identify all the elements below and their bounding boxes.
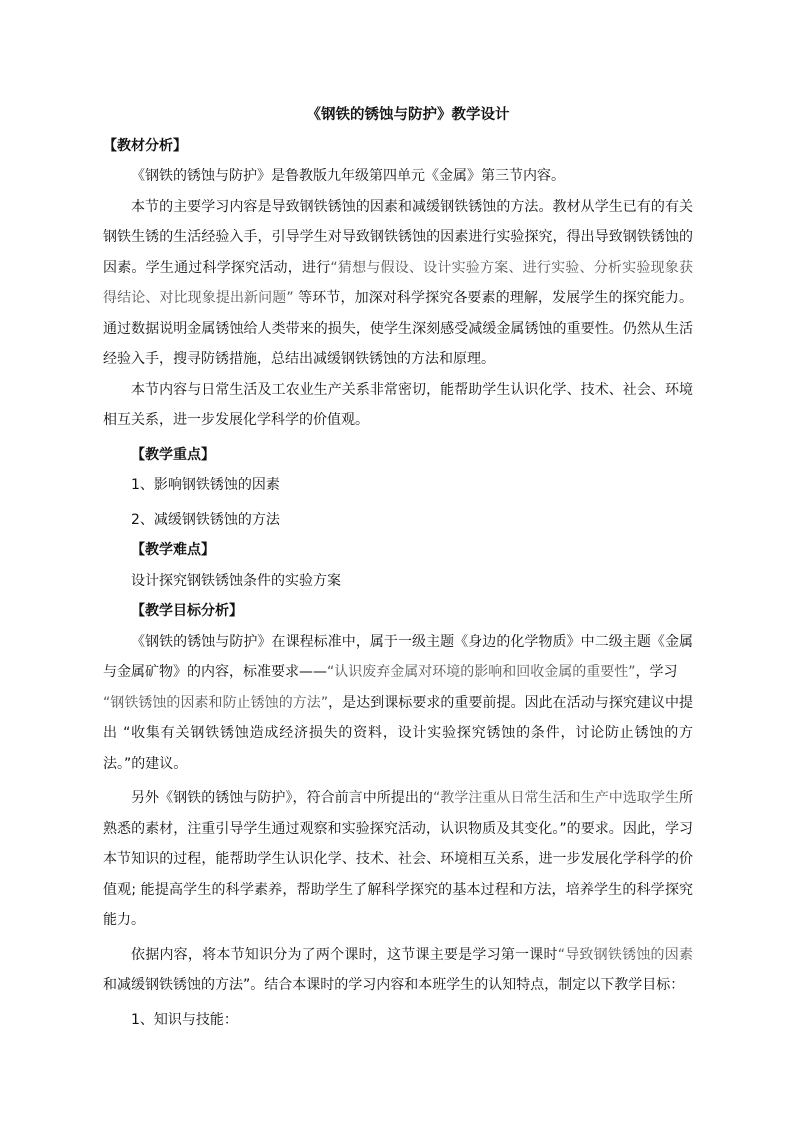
key-point-2: 2、减缓钢铁锈蚀的方法 — [131, 511, 280, 528]
section-heading-goal: 【教学目标分析】 — [131, 603, 243, 619]
paragraph-intro: 《钢铁的锈蚀与防护》是鲁教版九年级第四单元《金属》第三节内容。 — [131, 168, 565, 184]
quote-text: “猜想与假设、设计实验方案、进行实验、分析实验现象获得结论、对比现象提出新问题” — [103, 259, 693, 306]
paragraph-value: 本节内容与日常生活及工农业生产关系非常密切，能帮助学生认识化学、技术、社会、环境相互关系，进一步发展化学科学的价值观。 — [103, 381, 693, 428]
text: 和减缓钢铁锈蚀的方法”。结合本课时的学习内容和本班学生的认知特点，制定以下教学目标： — [103, 977, 685, 993]
key-point-1: 1、影响钢铁锈蚀的因素 — [131, 477, 280, 493]
quote-text: “导致钢铁锈蚀的因素 — [557, 946, 693, 963]
quote-text: “教学注重从日常生活和生产中选取学生 — [432, 790, 679, 806]
text: 所熟悉的素材，注重引导学生通过观察和实验探究活动，认识物质及其变化。”的要求。因此，学习本节知识的过程，能帮助学生认识化学、技术、社会、环境相互关系，进一步发展化学科学的价值观; 能提高学生的科学素养，帮助学生了解科学探究的基本过程和方法，培养学生的科学探究能力。 — [103, 790, 693, 928]
section-heading-material: 【教材分析】 — [103, 137, 187, 154]
quote-text: “钢铁锈蚀的因素和防止锈蚀的方法” — [103, 694, 329, 711]
difficult-point-1: 设计探究钢铁锈蚀条件的实验方案 — [131, 572, 341, 589]
paragraph-content — [103, 192, 693, 375]
text: 等环节，加深对科学探究各要素的理解，发展学生的探究能力。通过数据说明金属锈蚀给人类带来的损失，使学生深刻感受减缓金属锈蚀的重要性。仍然从生活经验入手，搜寻防锈措施，总结出减缓钢铁锈蚀的方法和原理。 — [103, 290, 693, 367]
text: 《钢铁的锈蚀与防护》在课程标准中，属于一级主题《身边的化学物质》中二级主题《金属与金属矿物》的内容，标准要求—— — [103, 633, 693, 680]
text: ，是达到课标要求的重要前提。因此在活动与探究建议中提出 “收集有关钢铁锈蚀造成经济损失的资料，设计实验探究锈蚀的条件，讨论防止锈蚀的方法。”的建议。 — [103, 694, 693, 772]
paragraph-lesson — [103, 940, 693, 1001]
document-body — [103, 100, 693, 1035]
text: 另外《钢铁的锈蚀与防护》，符合前言中所提出的 — [131, 790, 433, 806]
text: 本节的主要学习内容是导致钢铁锈蚀的因素和减缓钢铁锈蚀的方法。教材从学生已有的有关钢铁生锈的生活经验入手，引导学生对导致钢铁锈蚀的因素进行实验探究，得出导致钢铁锈蚀的因素。学生通过科学探究活动，进行 — [103, 198, 693, 276]
quote-text: “认识废弃金属对环境的影响和回收金属的重要性” — [327, 664, 636, 680]
paragraph-preface — [103, 783, 693, 936]
section-heading-difficult: 【教学难点】 — [131, 542, 215, 558]
section-heading-key: 【教学重点】 — [131, 446, 215, 463]
text: 依据内容，将本节知识分为了两个课时，这节课主要是学习第一课时 — [131, 946, 558, 963]
paragraph-standard — [103, 627, 693, 780]
goal-item-1: 1、知识与技能： — [131, 1011, 238, 1028]
text: ，学习 — [635, 664, 678, 680]
document-title: 《钢铁的锈蚀与防护》教学设计 — [306, 107, 510, 123]
